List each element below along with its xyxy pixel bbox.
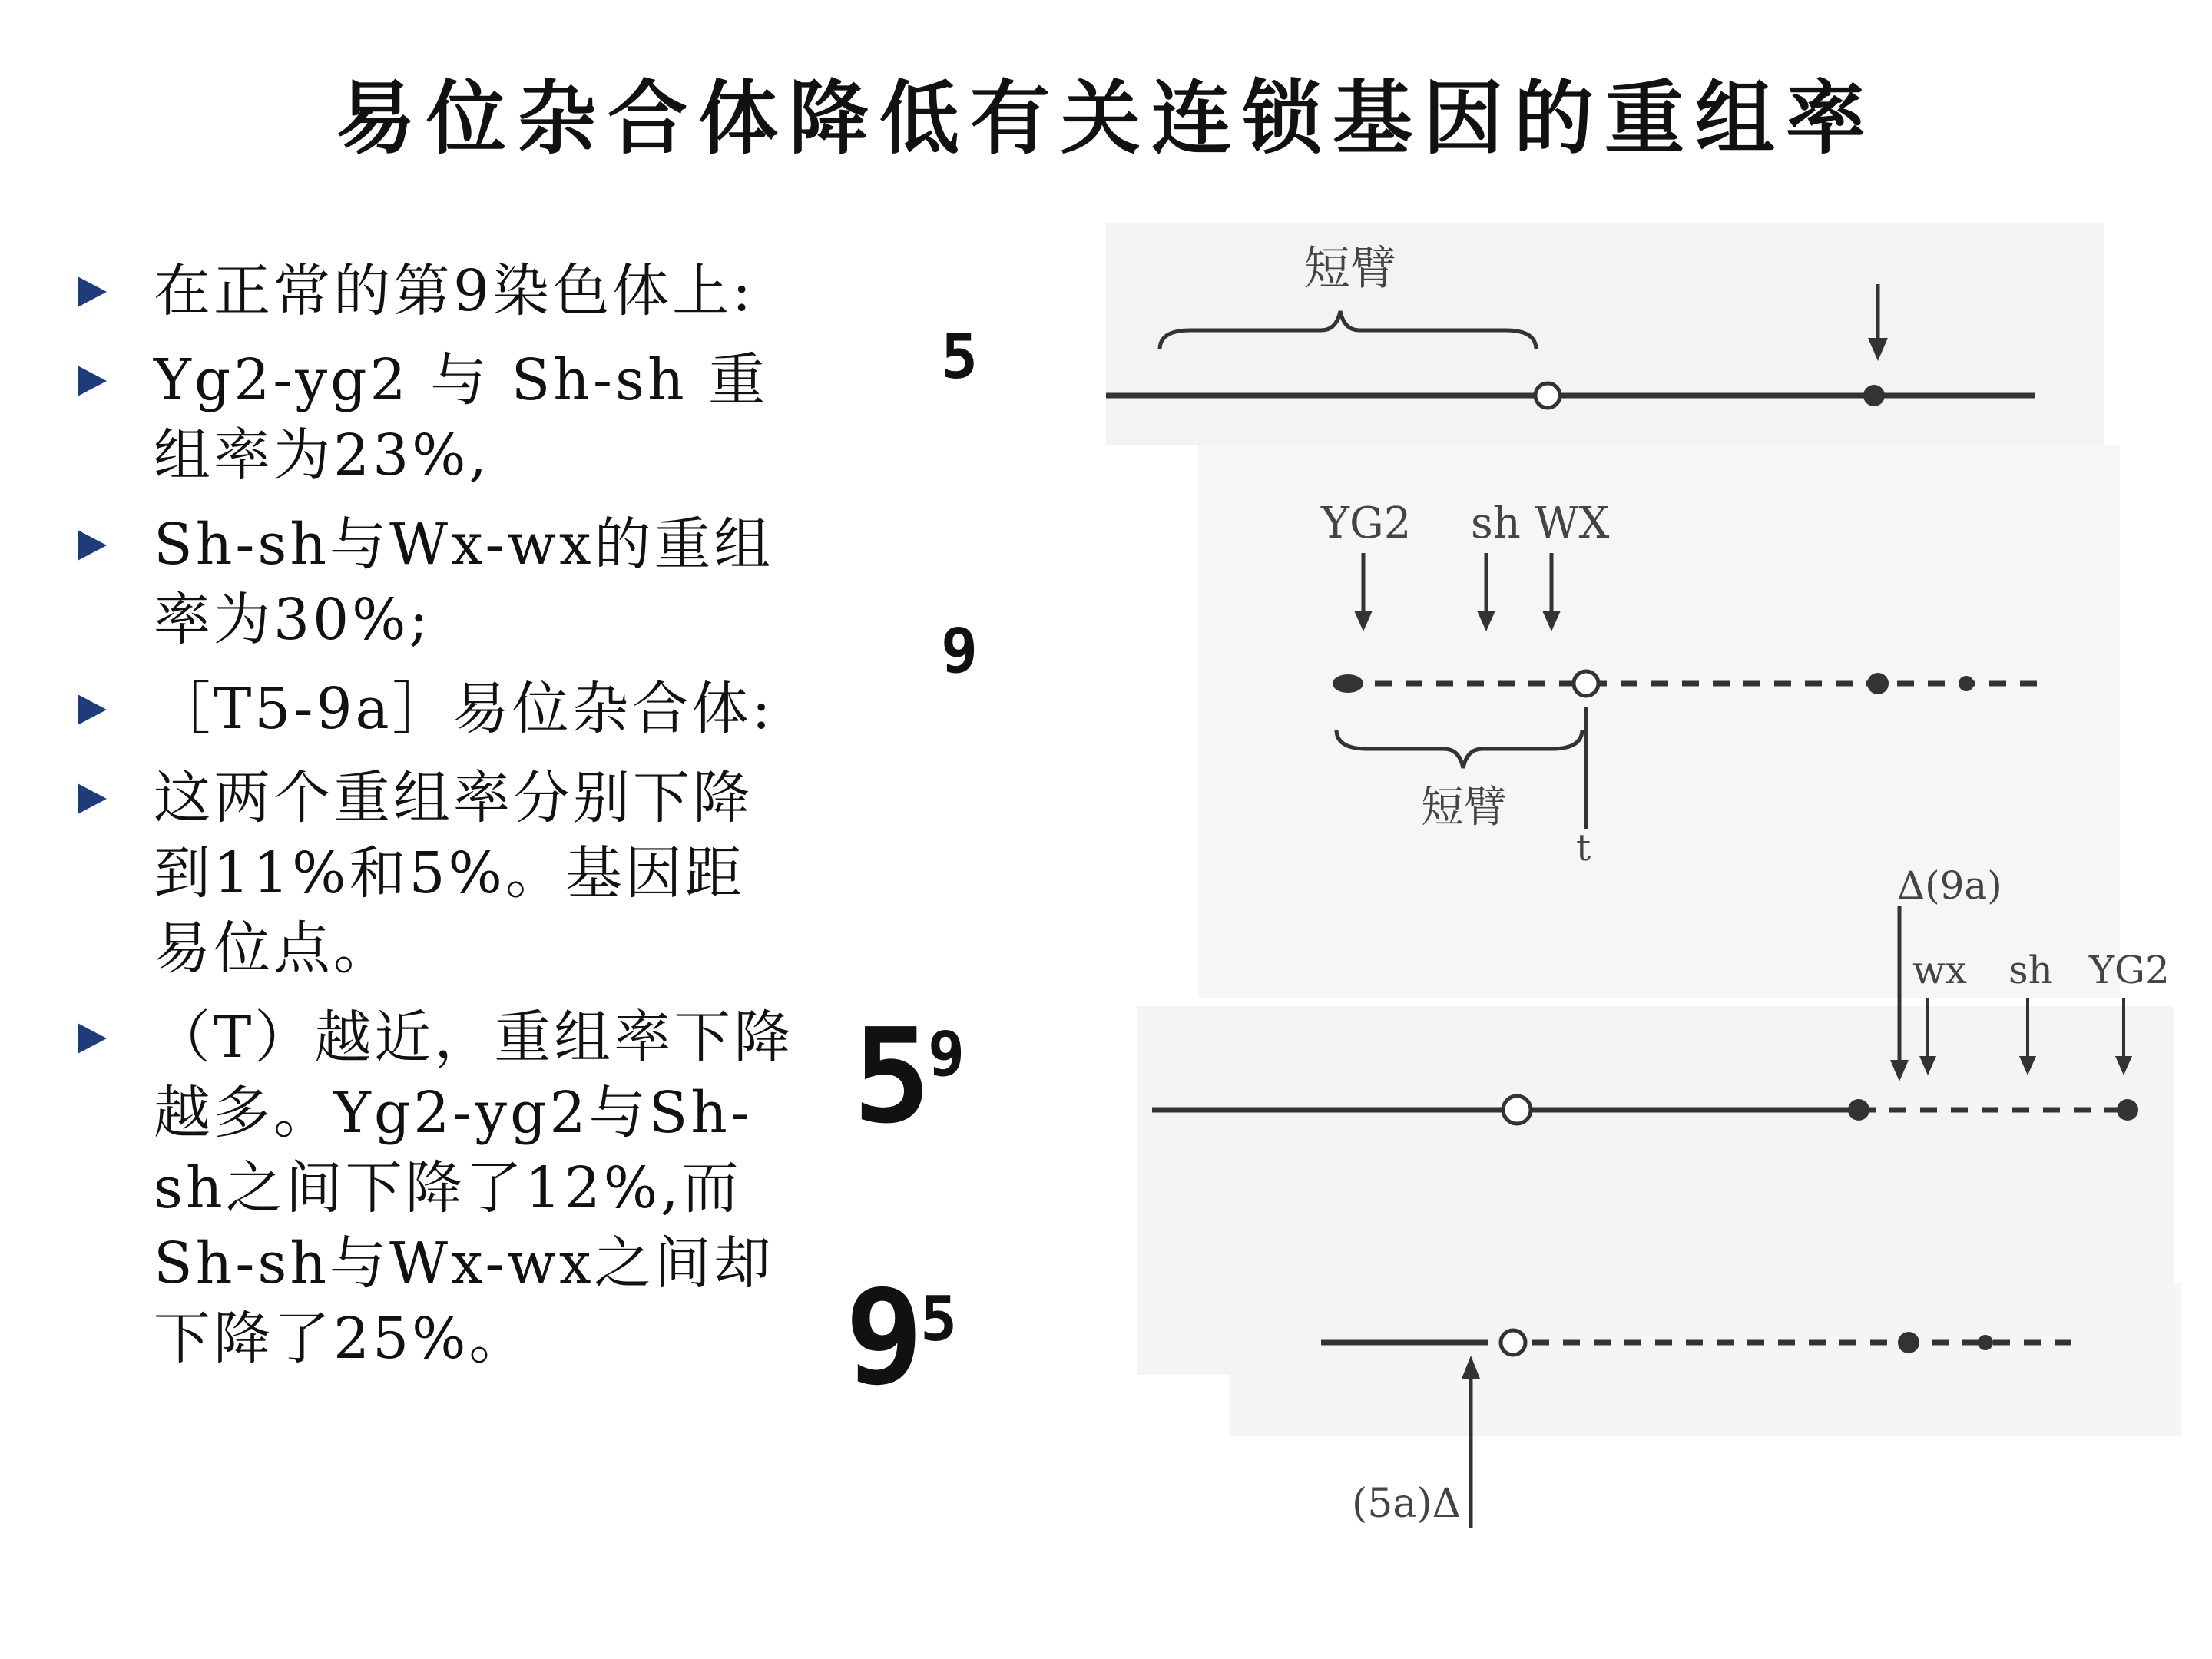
bullet-item <box>73 671 795 747</box>
bullet-item <box>73 1000 795 1376</box>
breakpoint-5-icon <box>1863 385 1885 406</box>
triangle-bullet-icon <box>78 783 107 814</box>
triangle-bullet-icon <box>78 366 107 396</box>
bullet-item <box>73 507 795 657</box>
short-arm-label: 短臂 <box>1304 242 1396 296</box>
gene-sh-label: sh <box>1471 498 1521 548</box>
translocation-95-big-number: 9 <box>845 1262 924 1414</box>
bullet-text: ［T5-9a］易位杂合体: <box>154 676 774 742</box>
chromosome-5-number: 5 <box>941 321 979 392</box>
chromosome-9-number: 9 <box>941 615 979 687</box>
telomere-9-icon <box>1333 674 1363 693</box>
translocation-59-big-number: 5 <box>853 1001 932 1153</box>
breakpoint-95-icon <box>1898 1332 1919 1353</box>
centromere-5-icon <box>1535 383 1560 408</box>
centromere-59-icon <box>1503 1096 1531 1124</box>
gene-marker-icon <box>1959 676 1974 691</box>
bullet-text: 在正常的第9染色体上: <box>154 258 755 324</box>
triangle-bullet-icon <box>78 530 107 561</box>
bullet-text: Sh-sh与Wx-wx的重组率为30%; <box>154 512 774 653</box>
triangle-bullet-icon <box>78 694 107 725</box>
gene-yg2-t-label: YG2 <box>2089 948 2170 992</box>
translocation-59-small-number: 9 <box>928 1018 965 1090</box>
bullet-text: 这两个重组率分别下降到11%和5%。基因距易位点。 <box>154 765 753 982</box>
bullet-item <box>73 253 795 329</box>
bullet-list <box>73 253 795 1390</box>
triangle-bullet-icon <box>78 276 107 307</box>
gene-marker-icon <box>1978 1335 1993 1350</box>
bullet-item <box>73 760 795 986</box>
delta-5a-label: (5a)Δ <box>1352 1481 1462 1527</box>
translocation-95-small-number: 5 <box>920 1283 958 1355</box>
breakpoint-t-label: t <box>1576 826 1591 869</box>
gene-sh-t-label: sh <box>2008 948 2053 992</box>
bullet-item <box>73 343 795 493</box>
gene-yg2-label: YG2 <box>1321 498 1412 548</box>
bullet-text: （T）越近，重组率下降越多。Yg2-yg2与Sh-sh之间下降了12%,而Sh-sh与Wx-wx之间却下降了25%。 <box>154 1005 794 1372</box>
breakpoint-9-icon <box>1867 673 1889 694</box>
triangle-bullet-icon <box>78 1023 107 1054</box>
breakpoint-59-icon <box>1848 1099 1869 1121</box>
bullet-text: Yg2-yg2 与 Sh-sh 重组率为23%, <box>154 347 769 488</box>
translocation-diagram <box>830 207 2212 1590</box>
delta-9a-label: Δ(9a) <box>1897 863 2002 908</box>
short-arm-label-9: 短臂 <box>1421 783 1507 833</box>
telomere-59-icon <box>2117 1099 2138 1121</box>
gene-wx-label: WX <box>1535 498 1610 548</box>
centromere-9-icon <box>1574 671 1598 696</box>
gene-wx-t-label: wx <box>1912 948 1967 992</box>
centromere-95-icon <box>1501 1330 1525 1355</box>
slide-title: 易位杂合体降低有关连锁基因的重组率 <box>335 71 1876 165</box>
